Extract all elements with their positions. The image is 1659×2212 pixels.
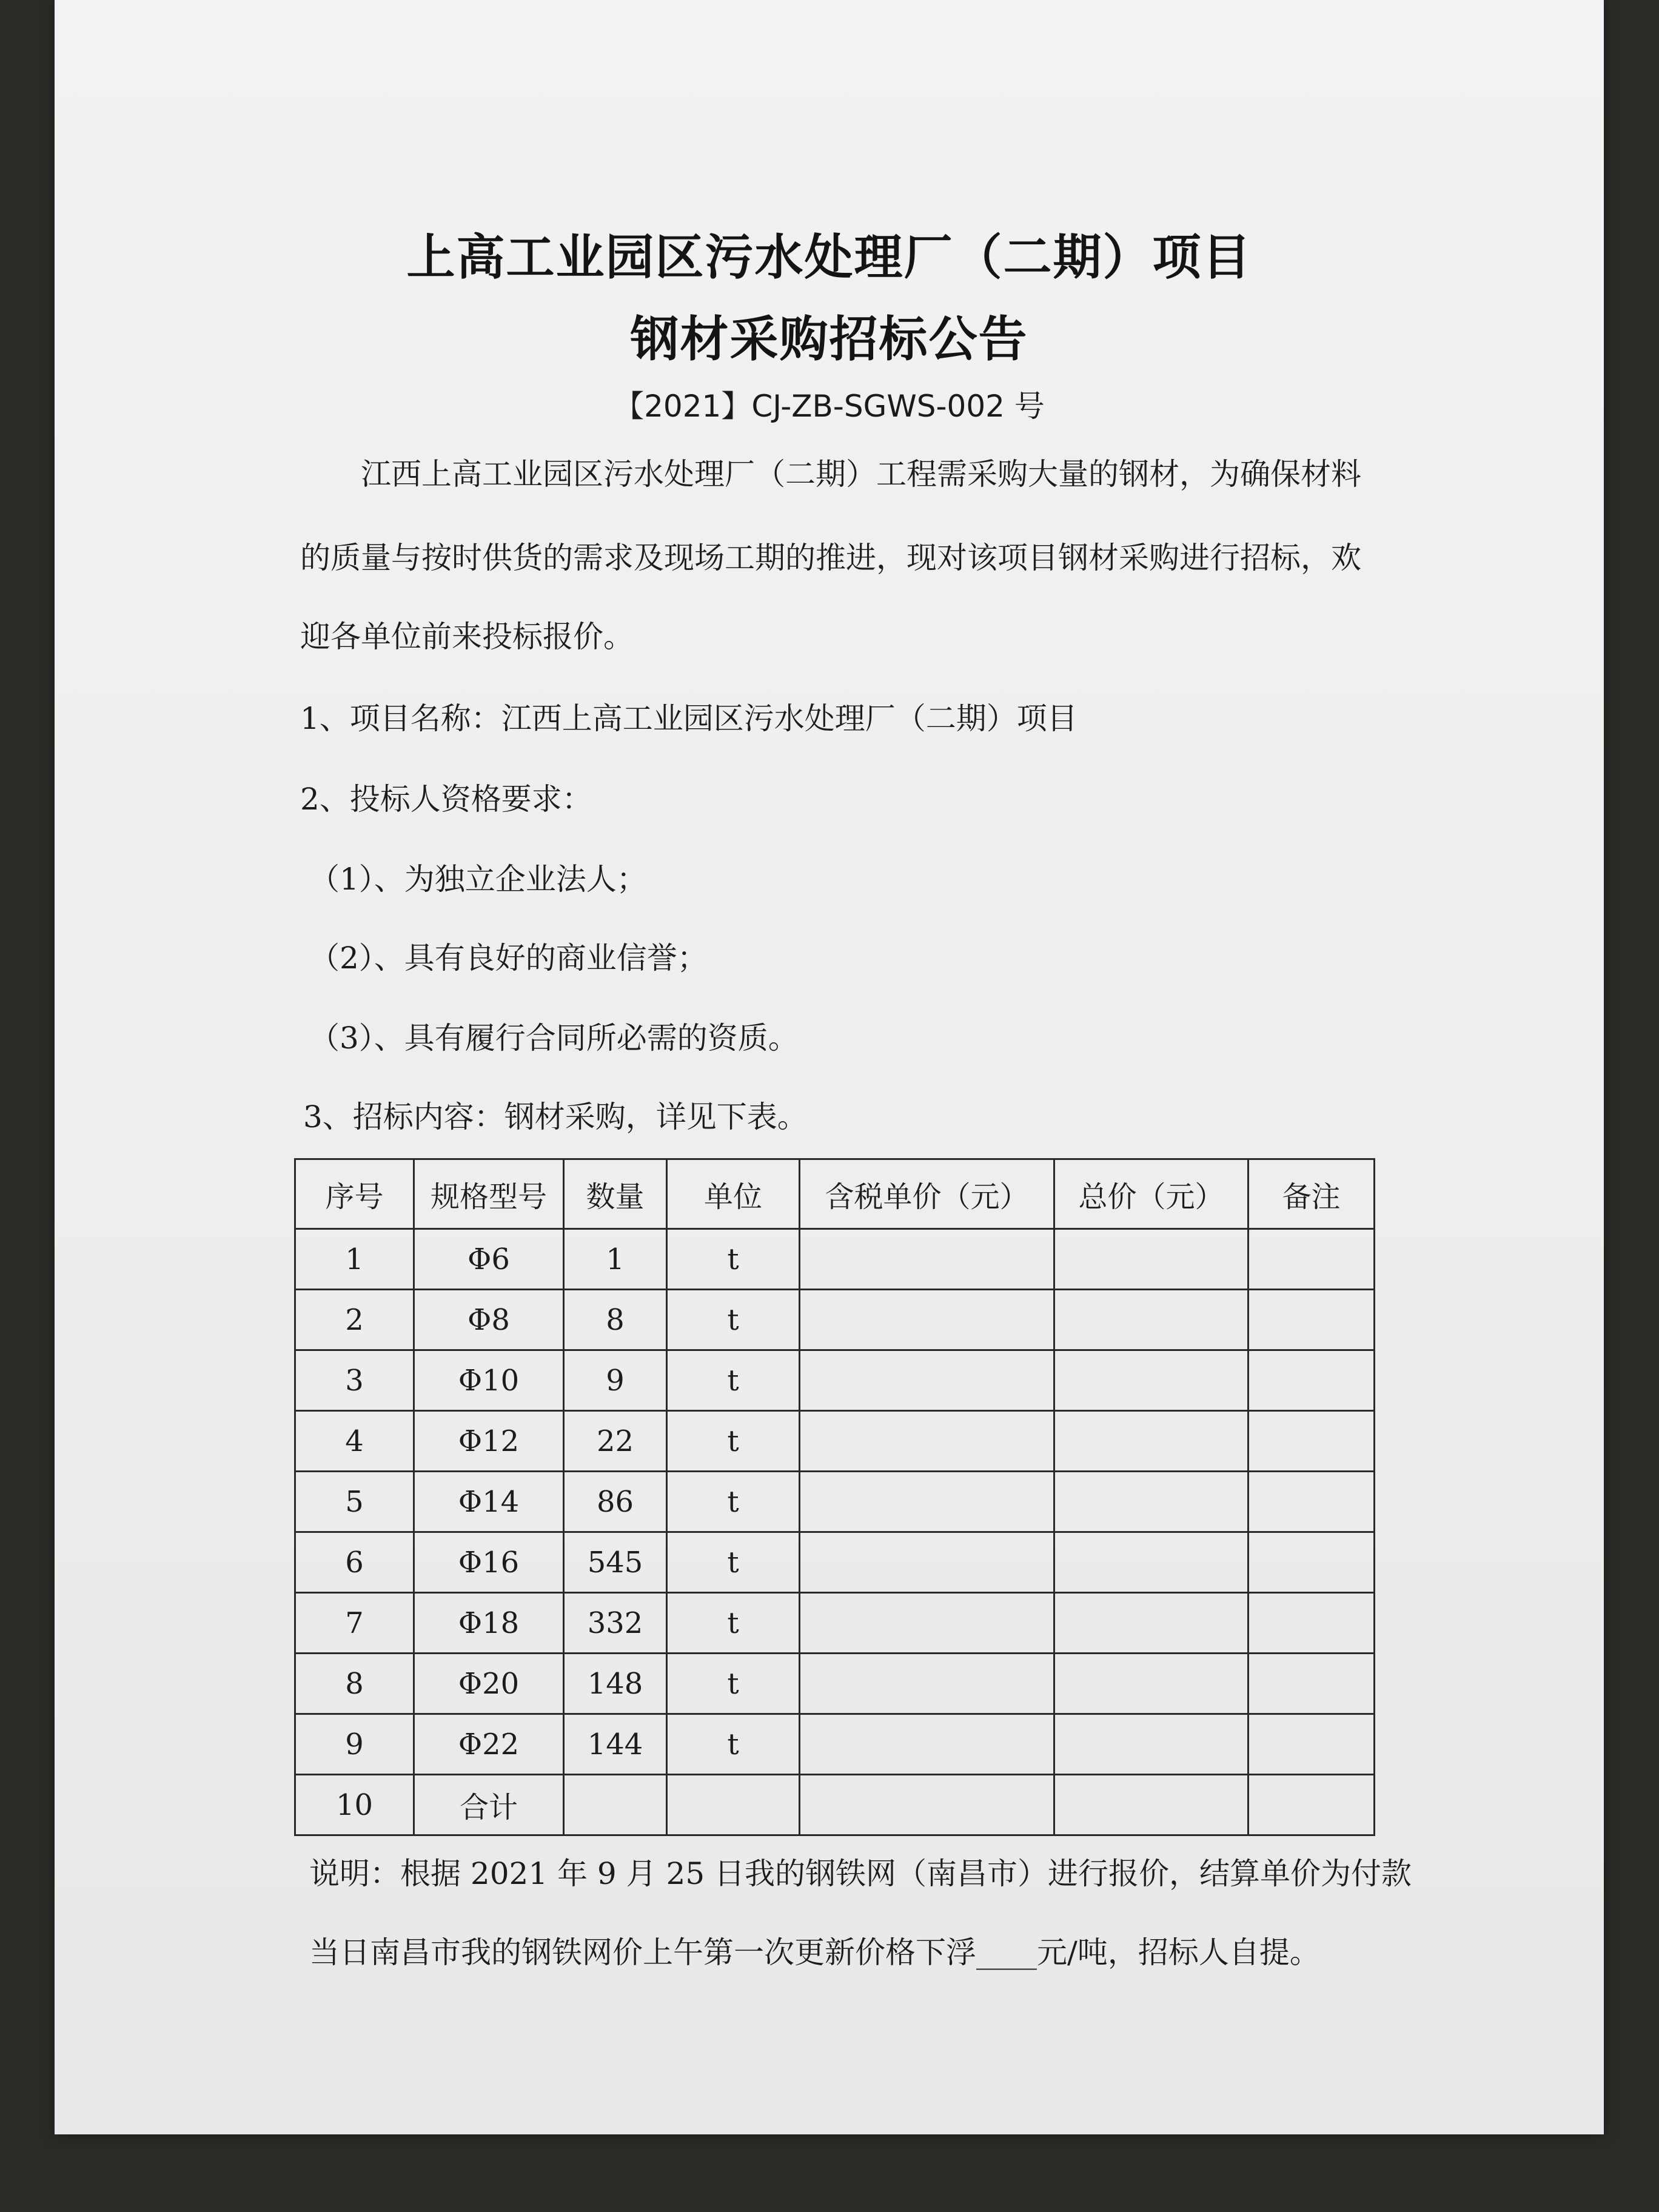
cell-index: 3 — [295, 1350, 414, 1411]
cell-unit-price — [800, 1593, 1054, 1654]
header-cell: 数量 — [564, 1159, 667, 1229]
cell-unit — [667, 1775, 800, 1835]
cell-unit: t — [667, 1290, 800, 1350]
cell-quantity: 332 — [564, 1593, 667, 1654]
cell-remark — [1248, 1532, 1375, 1593]
cell-remark — [1248, 1472, 1375, 1532]
cell-unit: t — [667, 1472, 800, 1532]
cell-index: 10 — [295, 1775, 414, 1835]
cell-index: 8 — [295, 1654, 414, 1714]
cell-total — [1054, 1229, 1248, 1290]
header-cell: 含税单价（元） — [800, 1159, 1054, 1229]
table-row — [295, 1411, 1375, 1472]
cell-quantity: 148 — [564, 1654, 667, 1714]
cell-index: 6 — [295, 1532, 414, 1593]
cell-unit-price — [800, 1290, 1054, 1350]
cell-unit: t — [667, 1350, 800, 1411]
steel-spec-table — [294, 1158, 1375, 1836]
header-cell: 备注 — [1248, 1159, 1375, 1229]
table-row — [295, 1654, 1375, 1714]
cell-index: 7 — [295, 1593, 414, 1654]
note-line-1: 说明：根据 2021 年 9 月 25 日我的钢铁网（南昌市）进行报价，结算单价为付款 — [309, 1856, 1412, 1891]
cell-spec: Φ18 — [414, 1593, 564, 1654]
cell-spec: Φ6 — [414, 1229, 564, 1290]
cell-remark — [1248, 1350, 1375, 1411]
cell-spec: Φ10 — [414, 1350, 564, 1411]
item-project-name: 1、项目名称：江西上高工业园区污水处理厂（二期）项目 — [300, 701, 1078, 736]
cell-spec: Φ14 — [414, 1472, 564, 1532]
cell-remark — [1248, 1775, 1375, 1835]
cell-unit-price — [800, 1654, 1054, 1714]
cell-total — [1054, 1654, 1248, 1714]
cell-unit: t — [667, 1593, 800, 1654]
cell-unit: t — [667, 1714, 800, 1775]
cell-spec: Φ12 — [414, 1411, 564, 1472]
cell-quantity: 1 — [564, 1229, 667, 1290]
cell-unit-price — [800, 1472, 1054, 1532]
cell-remark — [1248, 1411, 1375, 1472]
header-cell: 单位 — [667, 1159, 800, 1229]
table-row — [295, 1593, 1375, 1654]
item-bidder-requirements: 2、投标人资格要求： — [300, 782, 592, 817]
cell-total — [1054, 1532, 1248, 1593]
cell-total — [1054, 1350, 1248, 1411]
cell-total — [1054, 1472, 1248, 1532]
cell-index: 4 — [295, 1411, 414, 1472]
cell-spec: Φ20 — [414, 1654, 564, 1714]
cell-total — [1054, 1593, 1248, 1654]
cell-unit: t — [667, 1654, 800, 1714]
cell-index: 9 — [295, 1714, 414, 1775]
requirement-2: （2）、具有良好的商业信誉； — [309, 940, 708, 976]
cell-total — [1054, 1411, 1248, 1472]
table-header-row — [295, 1159, 1375, 1229]
header-cell: 序号 — [295, 1159, 414, 1229]
cell-remark — [1248, 1290, 1375, 1350]
cell-unit-price — [800, 1350, 1054, 1411]
item-bid-content: 3、招标内容：钢材采购，详见下表。 — [303, 1099, 808, 1134]
table-row — [295, 1350, 1375, 1411]
cell-total — [1054, 1714, 1248, 1775]
cell-spec: Φ8 — [414, 1290, 564, 1350]
cell-unit-price — [800, 1532, 1054, 1593]
table-row — [295, 1290, 1375, 1350]
cell-quantity: 22 — [564, 1411, 667, 1472]
table-row — [295, 1229, 1375, 1290]
table-row — [295, 1714, 1375, 1775]
cell-unit-price — [800, 1229, 1054, 1290]
intro-line-3: 迎各单位前来投标报价。 — [300, 619, 634, 654]
cell-remark — [1248, 1714, 1375, 1775]
cell-quantity — [564, 1775, 667, 1835]
cell-quantity: 9 — [564, 1350, 667, 1411]
cell-unit-price — [800, 1775, 1054, 1835]
cell-unit: t — [667, 1532, 800, 1593]
requirement-3: （3）、具有履行合同所必需的资质。 — [309, 1021, 799, 1056]
note-line-2: 当日南昌市我的钢铁网价上午第一次更新价格下浮____元/吨，招标人自提。 — [309, 1935, 1320, 1970]
cell-quantity: 545 — [564, 1532, 667, 1593]
table-total-row — [295, 1775, 1375, 1835]
requirement-1: （1）、为独立企业法人； — [309, 862, 647, 897]
table-row — [295, 1532, 1375, 1593]
cell-index: 5 — [295, 1472, 414, 1532]
cell-unit: t — [667, 1229, 800, 1290]
cell-unit-price — [800, 1411, 1054, 1472]
cell-quantity: 144 — [564, 1714, 667, 1775]
cell-unit: t — [667, 1411, 800, 1472]
intro-line-1: 江西上高工业园区污水处理厂（二期）工程需采购大量的钢材，为确保材料 — [361, 457, 1361, 492]
cell-unit-price — [800, 1714, 1054, 1775]
cell-remark — [1248, 1229, 1375, 1290]
header-cell: 总价（元） — [1054, 1159, 1248, 1229]
cell-quantity: 86 — [564, 1472, 667, 1532]
title-line-2: 钢材采购招标公告 — [630, 311, 1028, 367]
paper-sheet — [55, 0, 1604, 2134]
cell-total — [1054, 1775, 1248, 1835]
intro-line-2: 的质量与按时供货的需求及现场工期的推进，现对该项目钢材采购进行招标，欢 — [300, 540, 1361, 575]
cell-total — [1054, 1290, 1248, 1350]
cell-spec: 合计 — [414, 1775, 564, 1835]
cell-index: 2 — [295, 1290, 414, 1350]
table-row — [295, 1472, 1375, 1532]
cell-spec: Φ16 — [414, 1532, 564, 1593]
cell-remark — [1248, 1654, 1375, 1714]
header-cell: 规格型号 — [414, 1159, 564, 1229]
cell-spec: Φ22 — [414, 1714, 564, 1775]
cell-remark — [1248, 1593, 1375, 1654]
title-line-1: 上高工业园区污水处理厂（二期）项目 — [406, 229, 1252, 286]
document-number: 【2021】CJ-ZB-SGWS-002 号 — [614, 389, 1045, 424]
cell-quantity: 8 — [564, 1290, 667, 1350]
cell-index: 1 — [295, 1229, 414, 1290]
